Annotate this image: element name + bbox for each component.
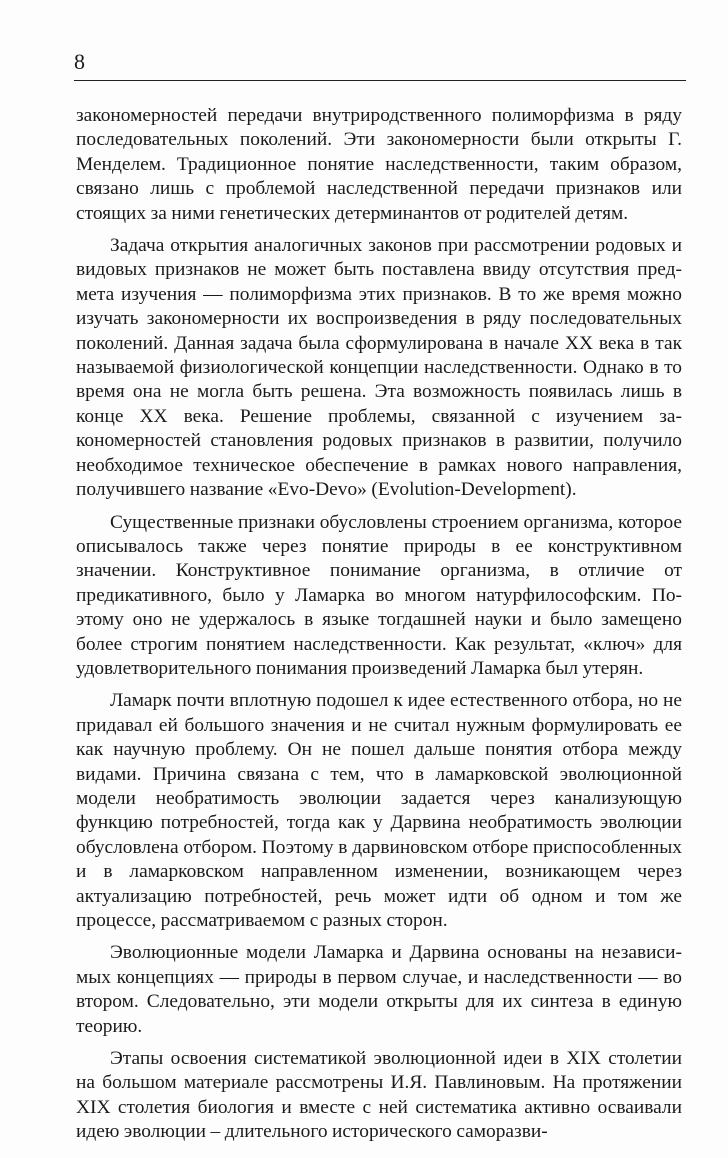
paragraph-continuation: закономерностей передачи внутриродственного полиморфизма в ряду последовательных поколений. Эти закономерности были открыты Г. Менделем. Традиционное понятие наследственности, таким образом, связано лишь с проблемой наследственной передачи признаков или стоящих за ними генетических детерминантов от родителей детям. — [76, 105, 682, 224]
body-text — [76, 104, 682, 1145]
page-number: 8 — [74, 49, 85, 74]
paragraph: Этапы освоения систематикой эволюционной идеи в XIX столетии на большом материале рассмотрены И.Я. Павлиновым. На протяжении XIX столетия биология и вместе с ней систематика активно осваивали идею эволюции – длительного исторического саморазви- — [76, 1048, 682, 1143]
paragraph: Существенные признаки обусловлены строением организма, которое описывалось также через понятие природы в ее конструктивном значении. Конструктивное понимание организма, в отличие от предикативного, было у Ламарка во многом натурфилософским. Поэтому оно не удержалось в языке тогдашней науки и было замещено более строгим понятием наследственности. Как результат, «ключ» для удовлетворительного понимания произведений Ламарка был утерян. — [76, 511, 682, 679]
paragraph: Эволюционные модели Ламарка и Дарвина основаны на независимых концепциях — природы в первом случае, и наследственности — во втором. Следовательно, эти модели открыты для их синтеза в единую теорию. — [76, 942, 682, 1037]
paragraph: Ламарк почти вплотную подошел к идее естественного отбора, но не придавал ей большого значения и не считал нужным формулировать ее как научную проблему. Он не пошел дальше понятия отбора между видами. Причина связана с тем, что в ламарковской эволюционной модели необратимость эволюции задается через канализующую функцию потребностей, тогда как у Дарвина необратимость эволюции обусловлена отбором. Поэтому в дарвиновском отборе приспособленных и в ламарковском направленном изменении, возникающем через актуализацию потребностей, речь может идти об одном и том же процессе, рассматриваемом с разных сторон. — [76, 690, 682, 931]
paragraph: Задача открытия аналогичных законов при рассмотрении родовых и видовых признаков не может быть поставлена ввиду отсутствия предмета изучения — полиморфизма этих признаков. В то же время можно изучать закономерности их воспроизведения в ряду последовательных поколений. Данная задача была сформулирована в начале XX века в так называемой физиологической концепции наследственности. Однако в то время она не могла быть решена. Эта возможность появилась лишь в конце XX века. Решение проблемы, связанной с изучением закономерностей становления родовых признаков в развитии, получило необходимое техническое обеспечение в рамках нового направления, получившего название «Evo-Devo» (Evolution-Development). — [76, 235, 682, 501]
header-rule — [74, 80, 686, 81]
